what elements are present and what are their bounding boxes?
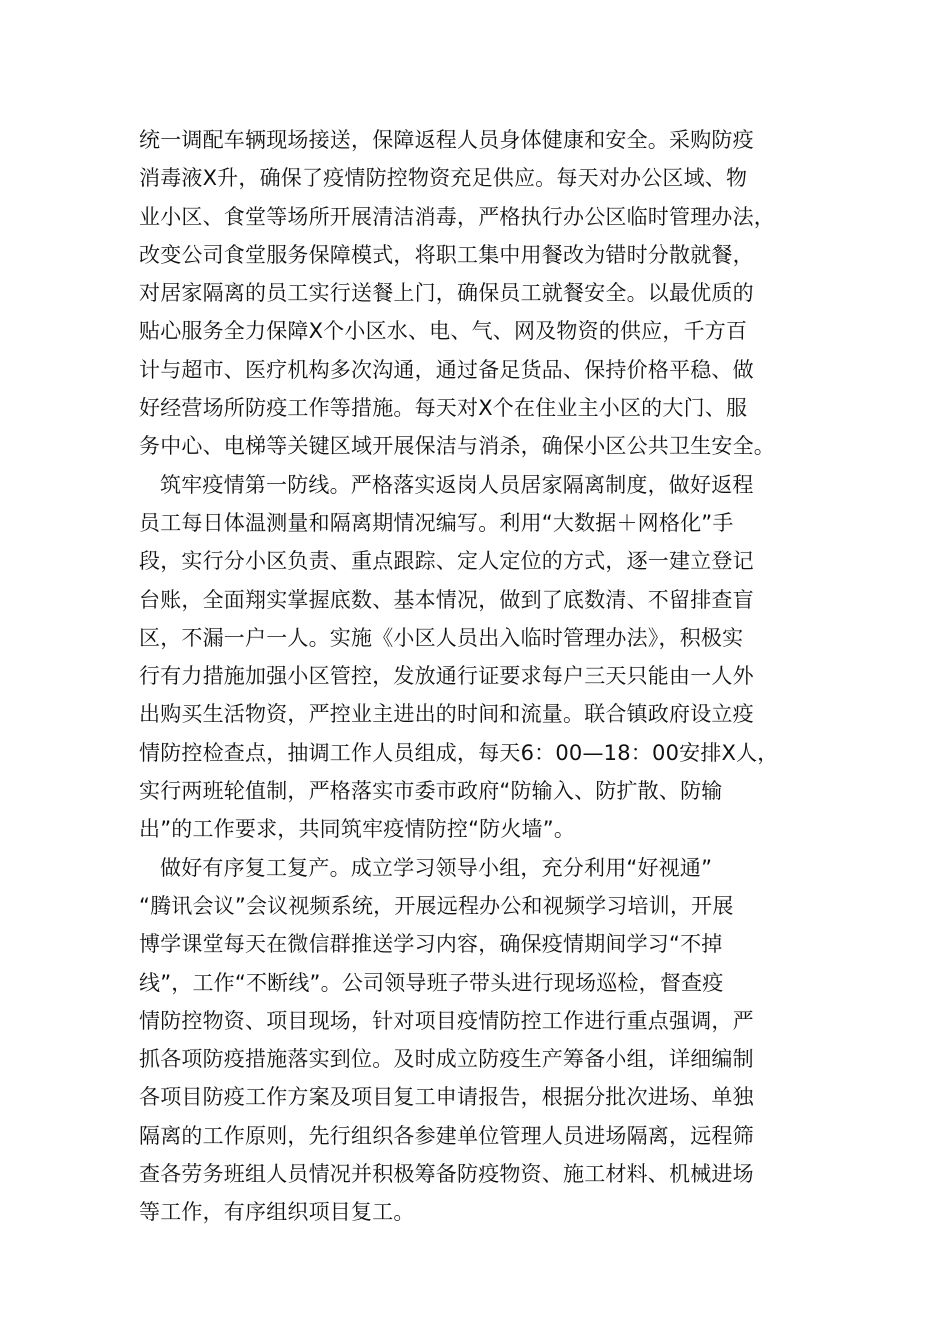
text-line: 消毒液X升，确保了疫情防控物资充足供应。每天对办公区域、物 [139,166,748,191]
text-line: 情防控物资、项目现场，针对项目疫情防控工作进行重点强调，严 [139,1008,754,1033]
text-line: “腾讯会议”会议视频系统，开展远程办公和视频学习培训，开展 [139,893,734,918]
text-line: 博学课堂每天在微信群推送学习内容，确保疫情期间学习“不掉 [139,932,723,957]
text-line: 各项目防疫工作方案及项目复工申请报告，根据分批次进场、单独 [139,1085,754,1110]
text-line: 计与超市、医疗机构多次沟通，通过备足货品、保持价格平稳、做 [139,357,754,382]
document-body [139,121,819,1232]
paragraph-start-line: 筑牢疫情第一防线。严格落实返岗人员居家隔离制度，做好返程 [160,472,754,497]
text-line: 行有力措施加强小区管控，发放通行证要求每户三天只能由一人外 [139,664,754,689]
text-line: 区，不漏一户一人。实施《小区人员出入临时管理办法》，积极实 [139,625,744,650]
paragraph-start-line: 做好有序复工复产。成立学习领导小组，充分利用“好视通” [160,855,713,880]
text-line: 段，实行分小区负责、重点跟踪、定人定位的方式，逐一建立登记 [139,549,754,574]
text-line: 线”，工作“不断线”。公司领导班子带头进行现场巡检，督查疫 [139,970,724,995]
text-line: 情防控检查点，抽调工作人员组成，每天6：00—18：00安排X人， [139,740,779,765]
text-line: 等工作，有序组织项目复工。 [139,1200,415,1225]
text-line: 对居家隔离的员工实行送餐上门，确保员工就餐安全。以最优质的 [139,281,754,306]
text-line: 抓各项防疫措施落实到位。及时成立防疫生产筹备小组，详细编制 [139,1047,754,1072]
text-line: 台账，全面翔实掌握底数、基本情况，做到了底数清、不留排查盲 [139,587,754,612]
text-line: 隔离的工作原则，先行组织各参建单位管理人员进场隔离，远程筛 [139,1123,754,1148]
text-line: 出购买生活物资，严控业主进出的时间和流量。联合镇政府设立疫 [139,702,754,727]
text-line: 贴心服务全力保障X个小区水、电、气、网及物资的供应，千方百 [139,319,748,344]
text-line: 统一调配车辆现场接送，保障返程人员身体健康和安全。采购防疫 [139,128,754,152]
text-line: 员工每日体温测量和隔离期情况编写。利用“大数据＋网格化”手 [139,510,734,535]
text-line: 好经营场所防疫工作等措施。每天对X个在住业主小区的大门、服 [139,396,748,421]
text-line: 务中心、电梯等关键区域开展保洁与消杀，确保小区公共卫生安全。 [139,434,775,459]
text-line: 出”的工作要求，共同筑牢疫情防控“防火墙”。 [139,817,576,842]
text-line: 业小区、食堂等场所开展清洁消毒，严格执行办公区临时管理办法， [139,204,775,229]
text-line: 查各劳务班组人员情况并积极筹备防疫物资、施工材料、机械进场 [139,1162,754,1187]
text-line: 实行两班轮值制，严格落实市委市政府“防输入、防扩散、防输 [139,779,723,804]
text-line: 改变公司食堂服务保障模式，将职工集中用餐改为错时分散就餐， [139,242,754,267]
